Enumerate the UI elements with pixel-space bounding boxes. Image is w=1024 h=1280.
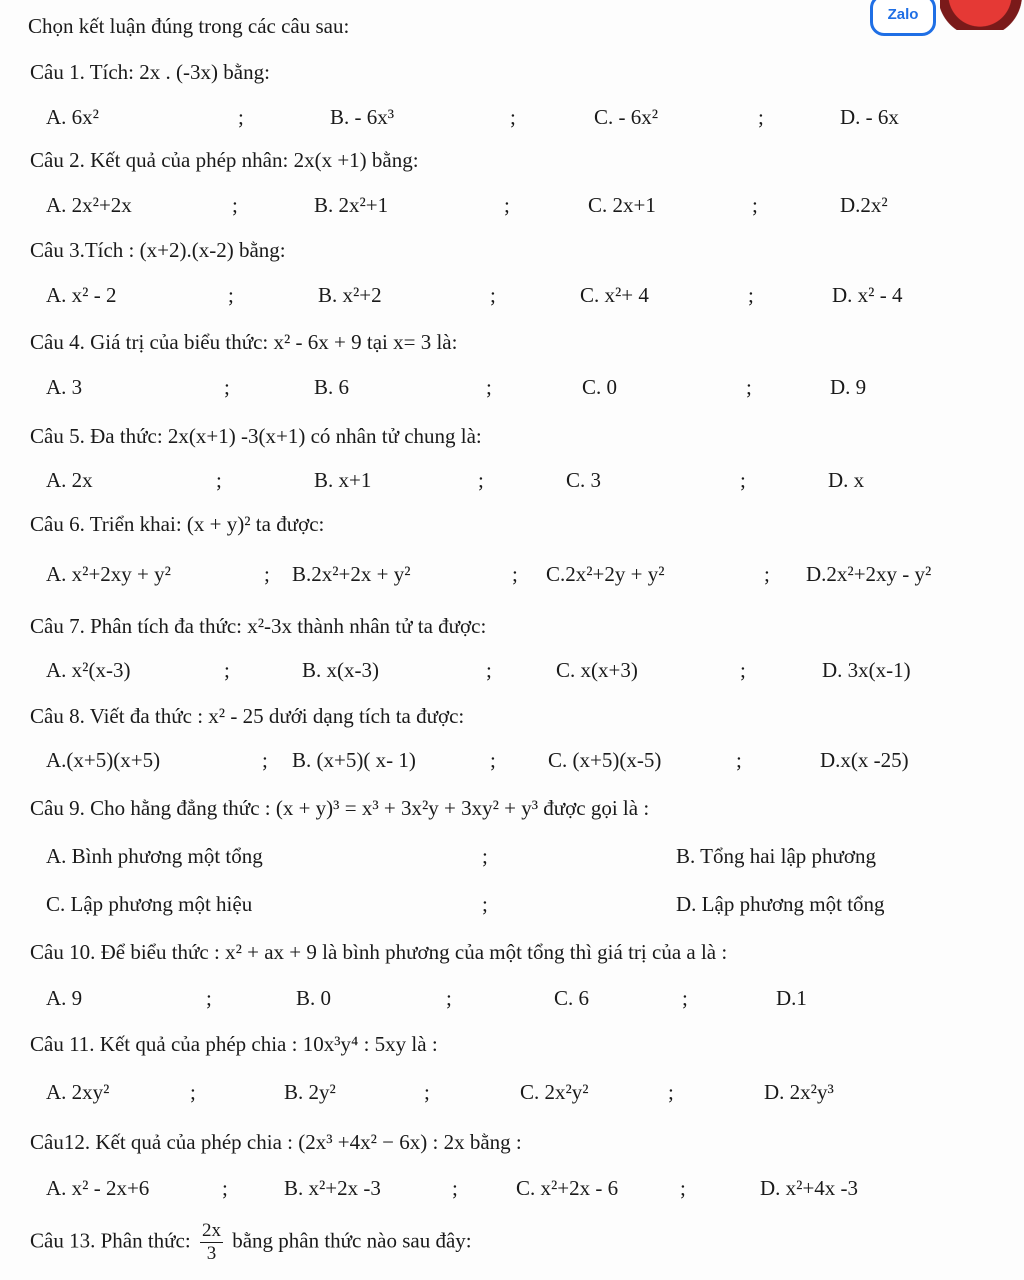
q4-option-a[interactable]: A. 3 — [46, 375, 83, 399]
q9-option-d[interactable]: D. Lập phương một tổng — [676, 892, 885, 916]
q1-option-b[interactable]: B. - 6x³ — [330, 105, 395, 129]
separator: ; — [228, 283, 234, 307]
separator: ; — [264, 562, 270, 586]
q12-option-a[interactable]: A. x² - 2x+6 — [46, 1176, 150, 1200]
q5-option-b[interactable]: B. x+1 — [314, 468, 372, 492]
q9-option-a[interactable]: A. Bình phương một tổng — [46, 844, 263, 868]
q4-option-b[interactable]: B. 6 — [314, 375, 350, 399]
question-11: Câu 11. Kết quả của phép chia : 10x³y⁴ : 5xy là : — [30, 1032, 438, 1056]
separator: ; — [490, 283, 496, 307]
q11-option-b[interactable]: B. 2y² — [284, 1080, 336, 1104]
zalo-badge[interactable]: Zalo — [870, 0, 936, 36]
q1-option-c[interactable]: C. - 6x² — [594, 105, 659, 129]
q11-option-a[interactable]: A. 2xy² — [46, 1080, 110, 1104]
separator: ; — [668, 1080, 674, 1104]
q8-option-a[interactable]: A.(x+5)(x+5) — [46, 748, 161, 772]
q9-option-b[interactable]: B. Tổng hai lập phương — [676, 844, 877, 868]
q13-suffix: bằng phân thức nào sau đây: — [232, 1228, 472, 1253]
q5-option-d[interactable]: D. x — [828, 468, 865, 492]
q7-option-d[interactable]: D. 3x(x-1) — [822, 658, 911, 682]
separator: ; — [452, 1176, 458, 1200]
avatar[interactable] — [940, 0, 1024, 30]
q5-option-c[interactable]: C. 3 — [566, 468, 602, 492]
separator: ; — [510, 105, 516, 129]
separator: ; — [740, 468, 746, 492]
q3-option-d[interactable]: D. x² - 4 — [832, 283, 903, 307]
q3-option-b[interactable]: B. x²+2 — [318, 283, 382, 307]
q1-option-a[interactable]: A. 6x² — [46, 105, 99, 129]
separator: ; — [490, 748, 496, 772]
separator: ; — [512, 562, 518, 586]
q10-option-d[interactable]: D.1 — [776, 986, 807, 1010]
separator: ; — [232, 193, 238, 217]
separator: ; — [224, 375, 230, 399]
q6-option-c[interactable]: C.2x²+2y + y² — [546, 562, 665, 586]
separator: ; — [504, 193, 510, 217]
separator: ; — [740, 658, 746, 682]
q10-option-b[interactable]: B. 0 — [296, 986, 332, 1010]
separator: ; — [206, 986, 212, 1010]
fraction — [200, 1220, 223, 1265]
separator: ; — [746, 375, 752, 399]
separator: ; — [758, 105, 764, 129]
question-9: Câu 9. Cho hằng đẳng thức : (x + y)³ = x³ + 3x²y + 3xy² + y³ được gọi là : — [30, 796, 650, 820]
separator: ; — [216, 468, 222, 492]
question-2: Câu 2. Kết quả của phép nhân: 2x(x +1) bằng: — [30, 148, 419, 172]
q3-option-c[interactable]: C. x²+ 4 — [580, 283, 649, 307]
q2-option-a[interactable]: A. 2x²+2x — [46, 193, 132, 217]
q8-option-c[interactable]: C. (x+5)(x-5) — [548, 748, 662, 772]
q9-option-c[interactable]: C. Lập phương một hiệu — [46, 892, 253, 916]
q12-option-c[interactable]: C. x²+2x - 6 — [516, 1176, 619, 1200]
question-1: Câu 1. Tích: 2x . (-3x) bằng: — [30, 60, 270, 84]
question-6: Câu 6. Triển khai: (x + y)² ta được: — [30, 512, 325, 536]
fraction-denominator: 3 — [206, 1243, 217, 1264]
separator: ; — [682, 986, 688, 1010]
q2-option-d[interactable]: D.2x² — [840, 193, 888, 217]
q10-option-a[interactable]: A. 9 — [46, 986, 83, 1010]
separator: ; — [238, 105, 244, 129]
separator: ; — [748, 283, 754, 307]
q11-option-d[interactable]: D. 2x²y³ — [764, 1080, 834, 1104]
q2-option-b[interactable]: B. 2x²+1 — [314, 193, 389, 217]
separator: ; — [262, 748, 268, 772]
separator: ; — [446, 986, 452, 1010]
fraction-numerator: 2x — [201, 1220, 221, 1241]
question-8: Câu 8. Viết đa thức : x² - 25 dưới dạng tích ta được: — [30, 704, 465, 728]
q13-prefix: Câu 13. Phân thức: — [30, 1228, 191, 1253]
separator: ; — [736, 748, 742, 772]
q11-option-c[interactable]: C. 2x²y² — [520, 1080, 589, 1104]
separator: ; — [224, 658, 230, 682]
q7-option-a[interactable]: A. x²(x-3) — [46, 658, 131, 682]
q8-option-d[interactable]: D.x(x -25) — [820, 748, 909, 772]
q8-option-b[interactable]: B. (x+5)( x- 1) — [292, 748, 416, 772]
question-3: Câu 3.Tích : (x+2).(x-2) bằng: — [30, 238, 286, 262]
q6-option-b[interactable]: B.2x²+2x + y² — [292, 562, 411, 586]
separator: ; — [478, 468, 484, 492]
q10-option-c[interactable]: C. 6 — [554, 986, 590, 1010]
q12-option-d[interactable]: D. x²+4x -3 — [760, 1176, 859, 1200]
question-5: Câu 5. Đa thức: 2x(x+1) -3(x+1) có nhân tử chung là: — [30, 424, 482, 448]
q5-option-a[interactable]: A. 2x — [46, 468, 93, 492]
q2-option-c[interactable]: C. 2x+1 — [588, 193, 656, 217]
question-12: Câu12. Kết quả của phép chia : (2x³ +4x² − 6x) : 2x bằng : — [30, 1130, 522, 1154]
separator: ; — [190, 1080, 196, 1104]
separator: ; — [486, 658, 492, 682]
page-heading: Chọn kết luận đúng trong các câu sau: — [28, 14, 350, 38]
q4-option-d[interactable]: D. 9 — [830, 375, 867, 399]
separator: ; — [486, 375, 492, 399]
q12-option-b[interactable]: B. x²+2x -3 — [284, 1176, 381, 1200]
q3-option-a[interactable]: A. x² - 2 — [46, 283, 117, 307]
separator: ; — [680, 1176, 686, 1200]
separator: ; — [764, 562, 770, 586]
q7-option-b[interactable]: B. x(x-3) — [302, 658, 379, 682]
q7-option-c[interactable]: C. x(x+3) — [556, 658, 638, 682]
separator: ; — [424, 1080, 430, 1104]
question-13 — [30, 1220, 472, 1265]
separator: ; — [752, 193, 758, 217]
q6-option-a[interactable]: A. x²+2xy + y² — [46, 562, 171, 586]
question-10: Câu 10. Để biểu thức : x² + ax + 9 là bình phương của một tổng thì giá trị của a là : — [30, 940, 728, 964]
separator: ; — [482, 892, 488, 916]
separator: ; — [482, 844, 488, 868]
q1-option-d[interactable]: D. - 6x — [840, 105, 899, 129]
separator: ; — [222, 1176, 228, 1200]
q4-option-c[interactable]: C. 0 — [582, 375, 618, 399]
question-7: Câu 7. Phân tích đa thức: x²-3x thành nhân tử ta được: — [30, 614, 487, 638]
q6-option-d[interactable]: D.2x²+2xy - y² — [806, 562, 932, 586]
question-4: Câu 4. Giá trị của biểu thức: x² - 6x + 9 tại x= 3 là: — [30, 330, 458, 354]
